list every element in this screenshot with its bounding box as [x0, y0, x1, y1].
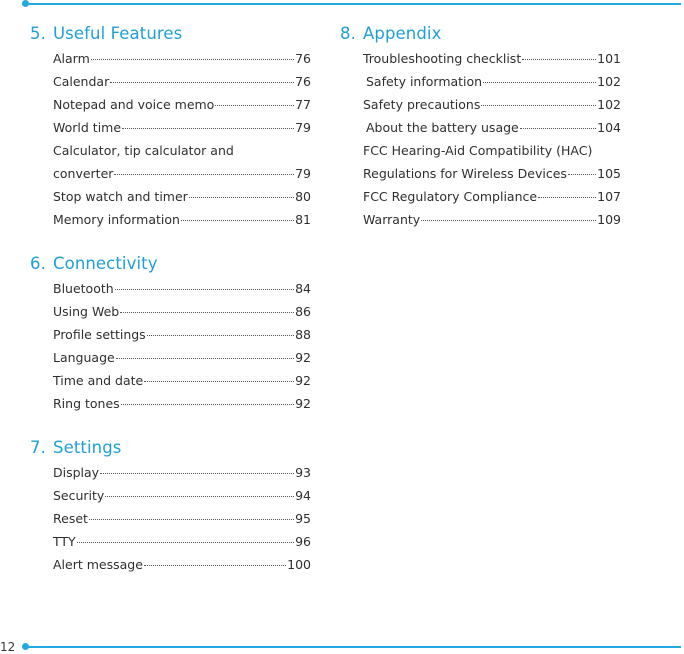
toc-entry	[30, 139, 311, 162]
section-title: Appendix	[363, 24, 442, 43]
toc-entry-page: 92	[295, 350, 311, 365]
toc-entry-page: 102	[597, 97, 621, 112]
toc-entry-page: 77	[295, 97, 311, 112]
toc-entry	[340, 139, 621, 162]
toc-entry-page: 102	[597, 74, 621, 89]
toc-entry-title: Troubleshooting checklist	[363, 51, 522, 66]
toc-entry-page: 104	[597, 120, 621, 135]
section-title: Settings	[53, 438, 122, 457]
toc-entry-title: Using Web	[53, 304, 120, 319]
dot-leader	[114, 174, 294, 175]
toc-entry-page: 92	[295, 396, 311, 411]
toc-entry-title: World time	[53, 120, 122, 135]
dot-leader	[483, 82, 596, 83]
toc-entry-page: 107	[597, 189, 621, 204]
toc-entry	[30, 530, 311, 553]
toc-entry	[30, 461, 311, 484]
toc-entry-list	[340, 47, 624, 231]
section-number: 8.	[340, 24, 356, 43]
toc-entry-title: Stop watch and timer	[53, 189, 188, 204]
page-number: 12	[0, 640, 16, 654]
dot-leader	[144, 565, 286, 566]
dot-leader	[481, 105, 596, 106]
bottom-rule-dot	[22, 643, 29, 650]
toc-entry	[30, 346, 311, 369]
toc-entry	[340, 185, 621, 208]
toc-entry-title: Notepad and voice memo	[53, 97, 215, 112]
toc-entry	[30, 93, 311, 116]
dot-leader	[120, 312, 294, 313]
toc-entry	[30, 323, 311, 346]
toc-entry-page: 86	[295, 304, 311, 319]
toc-entry	[30, 484, 311, 507]
toc-entry-page: 88	[295, 327, 311, 342]
toc-entry-title: Language	[53, 350, 115, 365]
dot-leader	[215, 105, 294, 106]
toc-entry	[30, 553, 311, 576]
toc-entry	[340, 47, 621, 70]
toc-entry-page: 76	[295, 74, 311, 89]
section-heading	[340, 21, 624, 47]
toc-entry-page: 79	[295, 166, 311, 181]
toc-entry	[30, 70, 311, 93]
dot-leader	[77, 542, 294, 543]
toc-entry-page: 95	[295, 511, 311, 526]
toc-entry-page: 81	[295, 212, 311, 227]
toc-entry-title: TTY	[53, 534, 76, 549]
toc-entry	[30, 277, 311, 300]
toc-entry-title: Calendar	[53, 74, 110, 89]
dot-leader	[421, 220, 596, 221]
toc-entry	[340, 162, 621, 185]
toc-entry-title: FCC Hearing-Aid Compatibility (HAC)	[363, 143, 593, 158]
toc-entry	[30, 300, 311, 323]
dot-leader	[89, 519, 294, 520]
toc-entry-title: Alert message	[53, 557, 143, 572]
toc-entry-page: 96	[295, 534, 311, 549]
dot-leader	[91, 59, 294, 60]
toc-entry-list	[30, 461, 314, 576]
toc-entry-page: 101	[597, 51, 621, 66]
toc-entry-title: Alarm	[53, 51, 90, 66]
dot-leader	[189, 197, 294, 198]
section-title: Useful Features	[53, 24, 183, 43]
toc-column-left	[30, 21, 314, 596]
toc-entry-title: Warranty	[363, 212, 421, 227]
toc-entry-title: Memory information	[53, 212, 180, 227]
toc-section	[30, 251, 314, 415]
toc-entry-title: FCC Regulatory Compliance	[363, 189, 538, 204]
toc-entry	[30, 369, 311, 392]
toc-entry-title: Time and date	[53, 373, 144, 388]
toc-entry	[30, 208, 311, 231]
toc-entry-page: 94	[295, 488, 311, 503]
toc-entry-page: 93	[295, 465, 311, 480]
toc-entry-list	[30, 47, 314, 231]
toc-section	[340, 21, 624, 231]
toc-entry-page: 105	[597, 166, 621, 181]
toc-entry-title: Ring tones	[53, 396, 120, 411]
dot-leader	[538, 197, 596, 198]
toc-entry	[340, 116, 621, 139]
toc-section	[30, 435, 314, 576]
section-heading	[30, 435, 314, 461]
toc-entry	[340, 93, 621, 116]
dot-leader	[116, 358, 294, 359]
toc-entry-title: Reset	[53, 511, 88, 526]
section-heading	[30, 251, 314, 277]
dot-leader	[122, 128, 294, 129]
bottom-rule	[25, 646, 681, 648]
top-rule-dot	[22, 0, 29, 7]
dot-leader	[181, 220, 294, 221]
dot-leader	[522, 59, 596, 60]
section-number: 6.	[30, 254, 46, 273]
toc-column-right	[340, 21, 624, 251]
toc-entry-page: 80	[295, 189, 311, 204]
toc-entry-page: 92	[295, 373, 311, 388]
toc-entry-page: 100	[287, 557, 311, 572]
toc-entry-title: Display	[53, 465, 100, 480]
toc-entry	[30, 392, 311, 415]
dot-leader	[121, 404, 294, 405]
dot-leader	[115, 289, 294, 290]
toc-entry	[340, 70, 621, 93]
toc-entry-title: About the battery usage	[366, 120, 519, 135]
toc-entry	[30, 507, 311, 530]
toc-entry	[30, 116, 311, 139]
dot-leader	[144, 381, 294, 382]
toc-entry	[340, 208, 621, 231]
toc-entry-title: Profile settings	[53, 327, 146, 342]
toc-entry-title: Calculator, tip calculator and	[53, 143, 234, 158]
toc-entry-title: Safety information	[366, 74, 483, 89]
toc-entry	[30, 162, 311, 185]
toc-entry-title: Regulations for Wireless Devices	[363, 166, 567, 181]
toc-entry-page: 84	[295, 281, 311, 296]
toc-entry-title: Security	[53, 488, 105, 503]
toc-entry-page: 76	[295, 51, 311, 66]
section-number: 7.	[30, 438, 46, 457]
dot-leader	[568, 174, 596, 175]
section-heading	[30, 21, 314, 47]
toc-entry-title: Bluetooth	[53, 281, 114, 296]
toc-section	[30, 21, 314, 231]
dot-leader	[110, 82, 294, 83]
toc-entry-page: 79	[295, 120, 311, 135]
dot-leader	[520, 128, 596, 129]
top-rule	[25, 3, 681, 5]
dot-leader	[100, 473, 294, 474]
toc-entry-title: converter	[53, 166, 114, 181]
section-number: 5.	[30, 24, 46, 43]
toc-entry	[30, 47, 311, 70]
toc-entry-title: Safety precautions	[363, 97, 481, 112]
toc-entry-list	[30, 277, 314, 415]
dot-leader	[105, 496, 294, 497]
toc-entry-page: 109	[597, 212, 621, 227]
toc-entry	[30, 185, 311, 208]
section-title: Connectivity	[53, 254, 158, 273]
dot-leader	[147, 335, 294, 336]
